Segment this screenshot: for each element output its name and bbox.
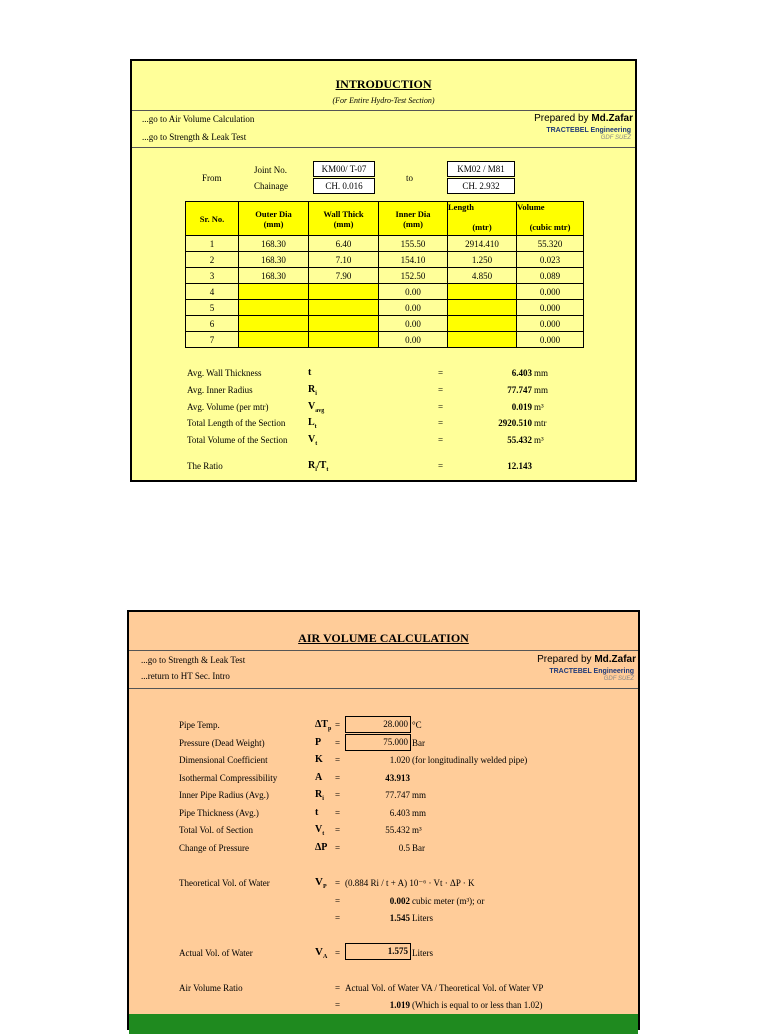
summary-unit: m³ [534, 402, 544, 412]
intro-title: INTRODUCTION [335, 77, 432, 91]
equals: = [335, 1000, 341, 1010]
row-volume-cell: 0.000 [517, 332, 584, 348]
row-outer-dia-cell[interactable] [239, 300, 309, 316]
param-unit: mm [412, 790, 427, 800]
divider [132, 110, 635, 111]
theoretical-m3: 0.002 [389, 896, 410, 906]
param-unit: °C [412, 720, 422, 730]
row-inner-dia-cell: 0.00 [379, 284, 448, 300]
equals: = [335, 878, 341, 888]
prepared-name: Md.Zafar [591, 113, 633, 124]
link-air-volume[interactable]: ...go to Air Volume Calculation [142, 114, 255, 124]
param-symbol: t [315, 807, 319, 818]
gdf-suez-logo: GDF SUEZ [603, 676, 634, 682]
param-label: Dimensional Coefficient [179, 755, 268, 765]
summary-value: 0.019 [511, 402, 532, 412]
row-outer-dia-cell[interactable] [239, 332, 309, 348]
link-strength-leak[interactable]: ...go to Strength & Leak Test [142, 132, 247, 142]
equals: = [438, 461, 444, 471]
param-unit: Bar [412, 738, 425, 748]
row-wall-thick-cell[interactable]: 7.10 [309, 252, 379, 268]
row-inner-dia-cell: 0.00 [379, 332, 448, 348]
table-row [186, 252, 584, 268]
summary-symbol: $L_t$ [308, 417, 317, 430]
air-volume-panel [127, 610, 640, 1030]
table-row [186, 268, 584, 284]
theoretical-formula: (0.884 Ri / t + A) 10⁻⁶ · Vt · ΔP · K [345, 878, 475, 888]
param-label: Pipe Temp. [179, 720, 220, 730]
param-label: Pipe Thickness (Avg.) [179, 808, 259, 818]
row-sr-cell: 4 [186, 284, 239, 300]
row-inner-dia-cell: 155.50 [379, 236, 448, 252]
row-volume-cell: 0.089 [517, 268, 584, 284]
header-outer-dia: Outer Dia (mm) [239, 202, 309, 236]
equals: = [335, 983, 341, 993]
row-length-cell[interactable]: 2914.410 [448, 236, 517, 252]
summary-unit: mm [534, 368, 549, 378]
from-chainage-field[interactable]: CH. 0.016 [313, 178, 375, 194]
status-bar [129, 1014, 638, 1034]
summary-symbol: $V_{avg}$ [308, 401, 325, 414]
row-sr-cell: 1 [186, 236, 239, 252]
gdf-suez-logo: GDF SUEZ [600, 135, 631, 141]
equals: = [335, 825, 341, 835]
param-value: 55.432 [385, 825, 410, 835]
row-inner-dia-cell: 152.50 [379, 268, 448, 284]
summary-value: 6.403 [511, 368, 532, 378]
row-volume-cell: 55.320 [517, 236, 584, 252]
table-row [186, 316, 584, 332]
header-wall-thick: Wall Thick (mm) [309, 202, 379, 236]
row-length-cell[interactable] [448, 316, 517, 332]
row-wall-thick-cell[interactable] [309, 284, 379, 300]
divider [132, 147, 635, 148]
equals: = [335, 808, 341, 818]
actual-volume-field[interactable]: 1.575 [345, 943, 411, 960]
intro-subtitle: (For Entire Hydro-Test Section) [332, 96, 435, 105]
link-return-intro[interactable]: ...return to HT Sec. Intro [141, 671, 230, 681]
row-outer-dia-cell[interactable] [239, 284, 309, 300]
param-symbol: $R_i$ [315, 789, 324, 802]
param-symbol: ΔP [315, 842, 328, 853]
header-inner-dia: Inner Dia (mm) [379, 202, 448, 236]
summary-symbol: t [308, 367, 312, 378]
summary-label: Total Length of the Section [187, 418, 286, 428]
from-label: From [202, 173, 222, 183]
prepared-prefix: Prepared by [534, 113, 589, 124]
summary-value: 2920.510 [498, 418, 532, 428]
param-unit: mm [412, 808, 427, 818]
divider [129, 650, 638, 651]
param-value: 43.913 [385, 773, 410, 783]
row-sr-cell: 7 [186, 332, 239, 348]
to-chainage-field[interactable]: CH. 2.932 [447, 178, 515, 194]
to-joint-field[interactable]: KM02 / M81 [447, 161, 515, 177]
actual-label: Actual Vol. of Water [179, 948, 253, 958]
table-row [186, 284, 584, 300]
equals: = [335, 948, 341, 958]
ratio-note: (Which is equal to or less than 1.02) [412, 1000, 543, 1010]
equals: = [335, 773, 341, 783]
tractebel-logo: TRACTEBEL Engineering [546, 127, 631, 134]
param-input-field[interactable]: 75.000 [345, 734, 411, 751]
row-wall-thick-cell[interactable] [309, 300, 379, 316]
param-symbol: P [315, 737, 322, 748]
row-wall-thick-cell[interactable] [309, 332, 379, 348]
equals: = [335, 755, 341, 765]
row-wall-thick-cell[interactable] [309, 316, 379, 332]
equals: = [335, 790, 341, 800]
param-label: Change of Pressure [179, 843, 249, 853]
air-title: AIR VOLUME CALCULATION [298, 631, 469, 645]
param-value: 1.020 [389, 755, 410, 765]
summary-unit: mtr [534, 418, 547, 428]
row-inner-dia-cell: 0.00 [379, 300, 448, 316]
row-length-cell[interactable]: 1.250 [448, 252, 517, 268]
tractebel-logo: TRACTEBEL Engineering [549, 668, 634, 675]
table-row [186, 332, 584, 348]
row-wall-thick-cell[interactable]: 7.90 [309, 268, 379, 284]
summary-unit: mm [534, 385, 549, 395]
row-length-cell[interactable] [448, 332, 517, 348]
row-outer-dia-cell[interactable] [239, 316, 309, 332]
header-length: Length (mtr) [448, 202, 517, 236]
param-input-field[interactable]: 28.000 [345, 716, 411, 733]
row-length-cell[interactable] [448, 284, 517, 300]
from-joint-field[interactable]: KM00/ T-07 [313, 161, 375, 177]
param-label: Isothermal Compressibility [179, 773, 278, 783]
row-volume-cell: 0.000 [517, 316, 584, 332]
equals: = [335, 896, 341, 906]
param-label: Inner Pipe Radius (Avg.) [179, 790, 269, 800]
ratio-value: 1.019 [389, 1000, 410, 1010]
table-row [186, 300, 584, 316]
param-symbol: K [315, 754, 323, 765]
row-sr-cell: 6 [186, 316, 239, 332]
param-symbol: A [315, 772, 323, 783]
equals: = [438, 385, 444, 395]
summary-value: 77.747 [507, 385, 532, 395]
param-unit: (for longitudinally welded pipe) [412, 755, 528, 765]
joint-label: Joint No. [254, 165, 288, 175]
summary-label: Avg. Inner Radius [187, 385, 253, 395]
pipe-table [185, 201, 584, 348]
equals: = [335, 843, 341, 853]
equals: = [438, 435, 444, 445]
param-unit: Bar [412, 843, 425, 853]
row-inner-dia-cell: 0.00 [379, 316, 448, 332]
param-symbol: $V_t$ [315, 824, 325, 837]
param-unit: m³ [412, 825, 422, 835]
summary-label: Avg. Wall Thickness [187, 368, 262, 378]
theoretical-unit2: Liters [412, 913, 433, 923]
row-outer-dia-cell[interactable]: 168.30 [239, 252, 309, 268]
actual-unit: Liters [412, 948, 433, 958]
summary-unit: m³ [534, 435, 544, 445]
ratio-label: Air Volume Ratio [179, 983, 243, 993]
summary-label: The Ratio [187, 461, 223, 471]
row-sr-cell: 2 [186, 252, 239, 268]
header-sr: Sr. No. [186, 202, 239, 236]
theoretical-label: Theoretical Vol. of Water [179, 878, 270, 888]
actual-symbol: $V_A$ [315, 946, 328, 961]
equals: = [438, 402, 444, 412]
introduction-panel [130, 59, 637, 482]
param-label: Pressure (Dead Weight) [179, 738, 265, 748]
table-row [186, 236, 584, 252]
row-volume-cell: 0.000 [517, 284, 584, 300]
row-sr-cell: 5 [186, 300, 239, 316]
row-volume-cell: 0.023 [517, 252, 584, 268]
summary-value: 12.143 [507, 461, 532, 471]
ratio-formula: Actual Vol. of Water VA / Theoretical Vol. of Water VP [345, 983, 544, 993]
row-sr-cell: 3 [186, 268, 239, 284]
chainage-label: Chainage [254, 181, 288, 191]
row-outer-dia-cell[interactable]: 168.30 [239, 236, 309, 252]
param-label: Total Vol. of Section [179, 825, 254, 835]
prepared-name: Md.Zafar [594, 654, 636, 665]
row-volume-cell: 0.000 [517, 300, 584, 316]
param-value: 0.5 [398, 843, 410, 853]
equals: = [438, 418, 444, 428]
equals: = [335, 913, 341, 923]
prepared-prefix: Prepared by [537, 654, 592, 665]
prepared-by [537, 654, 636, 665]
row-outer-dia-cell[interactable]: 168.30 [239, 268, 309, 284]
prepared-by [534, 113, 633, 124]
summary-value: 55.432 [507, 435, 532, 445]
link-strength-leak[interactable]: ...go to Strength & Leak Test [141, 655, 246, 665]
row-length-cell[interactable] [448, 300, 517, 316]
divider [129, 688, 638, 689]
theoretical-symbol: $V_P$ [315, 876, 327, 891]
summary-symbol: $V_t$ [308, 434, 318, 447]
to-label: to [406, 173, 414, 183]
equals: = [335, 738, 341, 748]
summary-symbol: $R_i$ [308, 384, 317, 397]
summary-symbol: $R_i/T_t$ [308, 460, 329, 473]
equals: = [438, 368, 444, 378]
param-value: 77.747 [385, 790, 410, 800]
summary-label: Total Volume of the Section [187, 435, 288, 445]
summary-label: Avg. Volume (per mtr) [187, 402, 269, 412]
param-symbol: $\Delta T_p$ [315, 719, 332, 732]
header-volume: Volume (cubic mtr) [517, 202, 584, 236]
row-length-cell[interactable]: 4.850 [448, 268, 517, 284]
param-value: 6.403 [389, 808, 410, 818]
row-wall-thick-cell[interactable]: 6.40 [309, 236, 379, 252]
theoretical-unit1: cubic meter (m³); or [412, 896, 485, 906]
row-inner-dia-cell: 154.10 [379, 252, 448, 268]
equals: = [335, 720, 341, 730]
theoretical-liters: 1.545 [389, 913, 410, 923]
